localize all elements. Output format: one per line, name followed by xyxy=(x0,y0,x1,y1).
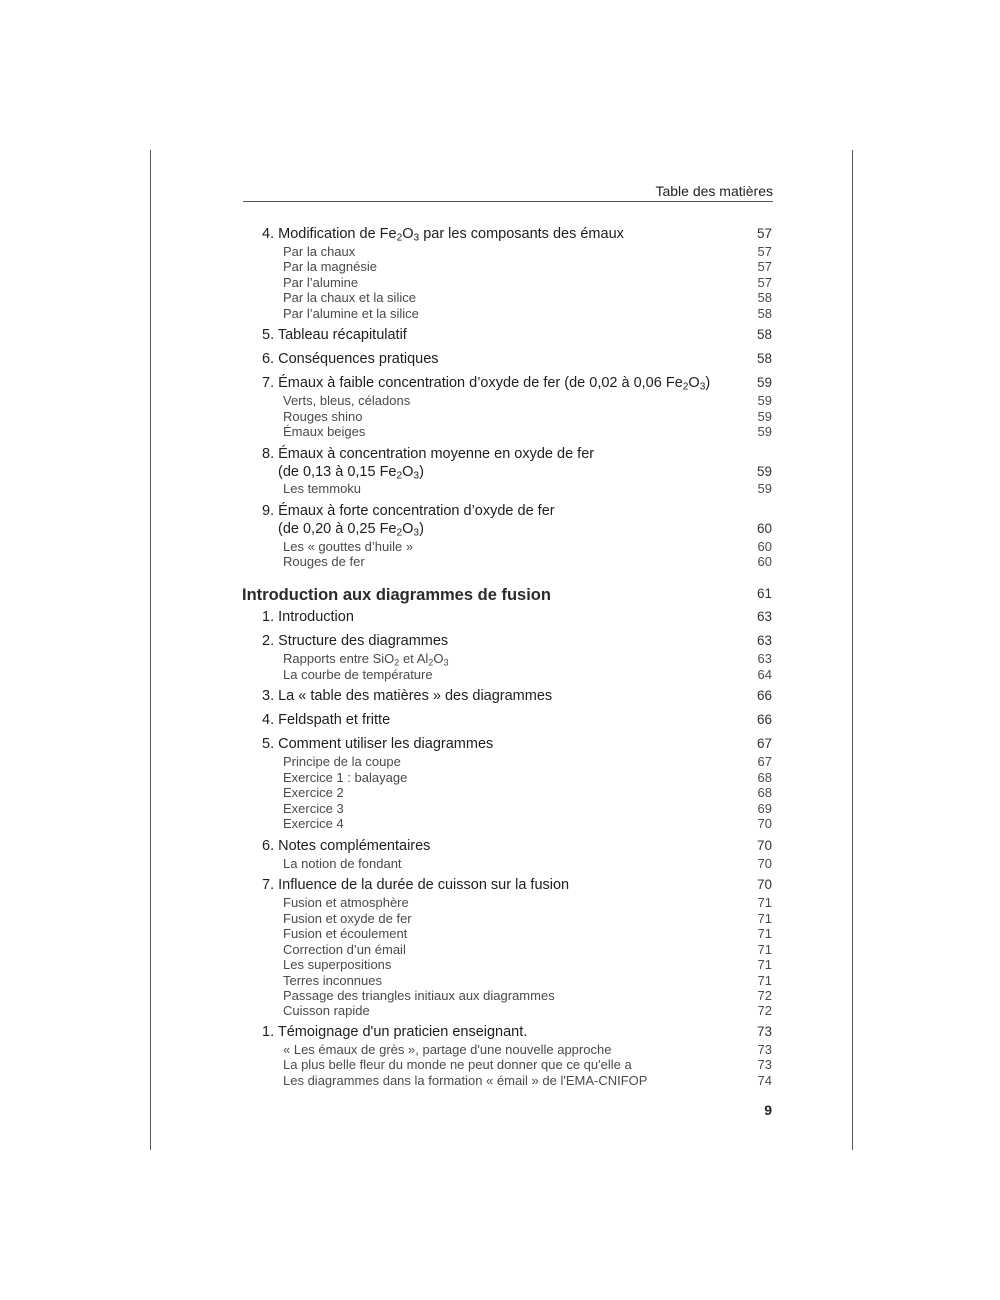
running-head: Table des matières xyxy=(655,183,773,199)
toc-entry-title xyxy=(262,375,710,391)
toc-page-number: 73 xyxy=(756,1024,772,1039)
toc-page-number: 72 xyxy=(757,1003,772,1018)
toc-entry xyxy=(0,554,1000,572)
toc-page-number: 66 xyxy=(756,712,772,727)
title-part: Exercice 1 : balayage xyxy=(283,770,408,785)
title-part: Terres inconnues xyxy=(283,973,382,988)
toc-entry xyxy=(0,503,1000,521)
subscript: 2 xyxy=(682,381,689,393)
toc-page-number: 67 xyxy=(756,736,772,751)
toc-page-number: 71 xyxy=(757,957,772,972)
toc-entry xyxy=(0,856,1000,874)
title-part: Rouges de fer xyxy=(283,554,365,569)
toc-entry xyxy=(0,633,1000,651)
title-part: Exercice 3 xyxy=(283,801,344,816)
toc-entry-title xyxy=(283,651,449,666)
toc-page-number: 70 xyxy=(757,856,772,871)
title-part: 8. Émaux à concentration moyenne en oxyde de fer xyxy=(262,446,595,462)
toc-entry-title xyxy=(283,554,365,569)
toc-entry-title xyxy=(283,816,344,831)
title-part: 2. Structure des diagrammes xyxy=(262,633,449,649)
title-part: La courbe de température xyxy=(283,667,433,682)
title-part: Principe de la coupe xyxy=(283,754,401,769)
toc-entry-title xyxy=(283,1057,632,1072)
toc-entry-title xyxy=(283,801,344,816)
toc-page-number: 61 xyxy=(756,586,772,601)
title-part: 9. Émaux à forte concentration d’oxyde de fer xyxy=(262,503,555,519)
subscript: 3 xyxy=(443,657,449,668)
title-part: Passage des triangles initiaux aux diagrammes xyxy=(283,988,555,1003)
toc-entry-title xyxy=(283,770,407,785)
toc-entry xyxy=(0,446,1000,464)
title-part: La notion de fondant xyxy=(283,856,402,871)
toc-entry xyxy=(0,877,1000,895)
toc-page-number: 60 xyxy=(756,521,772,536)
toc-page-number: 59 xyxy=(756,375,772,390)
toc-entry-title xyxy=(283,667,433,682)
toc-entry xyxy=(0,424,1000,442)
toc-entry-title xyxy=(283,424,365,439)
toc-page-number: 74 xyxy=(757,1073,772,1088)
toc-entry xyxy=(0,521,1000,539)
toc-entry-title xyxy=(283,409,363,424)
subscript: 2 xyxy=(396,232,403,244)
title-part: Fusion et écoulement xyxy=(283,926,408,941)
toc-page-number: 59 xyxy=(757,393,772,408)
toc-entry-title xyxy=(283,911,412,926)
toc-page-number: 71 xyxy=(757,926,772,941)
title-part: (de 0,20 à 0,25 Fe xyxy=(278,521,397,537)
toc-page-number: 69 xyxy=(757,801,772,816)
title-part: O xyxy=(402,464,414,480)
toc-entry-title xyxy=(283,988,555,1003)
toc-entry-title xyxy=(283,275,358,290)
title-part: 4. Modification de Fe xyxy=(262,226,397,242)
toc-entry-title xyxy=(283,942,406,957)
toc-entry-title xyxy=(283,306,419,321)
toc-entry xyxy=(0,464,1000,482)
title-part: Exercice 4 xyxy=(283,816,344,831)
toc-entry xyxy=(0,816,1000,834)
title-part: Correction d’un émail xyxy=(283,942,406,957)
toc-entry-title xyxy=(262,609,354,625)
title-part: 7. Émaux à faible concentration d’oxyde de fer (de 0,02 à 0,06 Fe xyxy=(262,375,683,391)
toc-entry-title xyxy=(283,393,410,408)
title-part: et Al xyxy=(399,651,429,666)
toc-entry-title xyxy=(283,785,344,800)
toc-entry-title xyxy=(278,464,424,480)
toc-page-number: 63 xyxy=(756,633,772,648)
toc-page-number: 57 xyxy=(757,259,772,274)
toc-page-number: 72 xyxy=(757,988,772,1003)
toc-entry xyxy=(0,736,1000,754)
toc-page-number: 70 xyxy=(756,838,772,853)
toc-entry-title xyxy=(283,259,377,274)
toc-entry-title xyxy=(262,327,407,343)
toc-entry-title xyxy=(283,957,391,972)
toc-entry-title xyxy=(283,539,413,554)
toc-entry xyxy=(0,226,1000,244)
toc-entry-title xyxy=(283,895,409,910)
toc-page-number: 63 xyxy=(756,609,772,624)
title-part: La plus belle fleur du monde ne peut donner que ce qu'elle a xyxy=(283,1057,632,1072)
toc-entry-title xyxy=(283,1073,647,1088)
toc-entry xyxy=(0,609,1000,627)
toc-page-number: 71 xyxy=(757,895,772,910)
title-part: Par la chaux xyxy=(283,244,356,259)
subscript: 3 xyxy=(413,470,420,482)
toc-page-number: 71 xyxy=(757,973,772,988)
title-part: Par l’alumine et la silice xyxy=(283,306,419,321)
toc-entry xyxy=(0,838,1000,856)
toc-page-number: 67 xyxy=(757,754,772,769)
title-part: 6. Notes complémentaires xyxy=(262,838,431,854)
toc-page-number: 58 xyxy=(757,290,772,305)
toc-entry-title xyxy=(262,351,439,367)
toc-entry-title xyxy=(262,446,594,462)
subscript: 2 xyxy=(396,527,403,539)
subscript: 3 xyxy=(699,381,706,393)
title-part: Introduction aux diagrammes de fusion xyxy=(242,586,551,604)
toc-page-number: 57 xyxy=(757,244,772,259)
title-part: 6. Conséquences pratiques xyxy=(262,351,439,367)
toc-entry xyxy=(0,712,1000,730)
toc-entry-title xyxy=(262,838,430,854)
toc-page-number: 59 xyxy=(757,424,772,439)
toc-page-number: 59 xyxy=(757,481,772,496)
toc-page-number: 63 xyxy=(757,651,772,666)
title-part: Exercice 2 xyxy=(283,785,344,800)
toc-page-number: 60 xyxy=(757,539,772,554)
toc-page-number: 58 xyxy=(756,351,772,366)
toc-entry xyxy=(0,1024,1000,1042)
toc-entry xyxy=(0,306,1000,324)
toc-entry xyxy=(0,375,1000,393)
toc-entry-title xyxy=(283,973,382,988)
toc-entry-title xyxy=(262,633,448,649)
toc-entry xyxy=(0,481,1000,499)
subscript: 2 xyxy=(394,657,400,668)
toc-entry-title xyxy=(283,290,416,305)
title-part: Par l’alumine xyxy=(283,275,359,290)
toc-chapter xyxy=(0,586,1000,604)
toc-page-number: 57 xyxy=(756,226,772,241)
subscript: 3 xyxy=(413,527,420,539)
toc-entry xyxy=(0,327,1000,345)
toc-entry xyxy=(0,1073,1000,1091)
toc-page-number: 71 xyxy=(757,911,772,926)
title-part: ) xyxy=(419,521,424,537)
toc-entry-title xyxy=(262,503,555,519)
title-part: Les « gouttes d’huile » xyxy=(283,539,414,554)
toc-entry-title xyxy=(283,244,355,259)
title-part: Émaux beiges xyxy=(283,424,366,439)
toc-page-number: 73 xyxy=(757,1057,772,1072)
toc-entry-title xyxy=(283,481,361,496)
title-part: Les diagrammes dans la formation « émail » de l'EMA-CNIFOP xyxy=(283,1073,648,1088)
toc-entry-title xyxy=(262,712,390,728)
toc-entry-title xyxy=(283,1003,370,1018)
title-part: 1. Introduction xyxy=(262,609,354,625)
toc-entry-title xyxy=(242,586,551,605)
toc-page-number: 57 xyxy=(757,275,772,290)
toc-page-number: 64 xyxy=(757,667,772,682)
subscript: 2 xyxy=(396,470,403,482)
subscript: 3 xyxy=(413,232,420,244)
title-part: « Les émaux de grès », partage d'une nouvelle approche xyxy=(283,1042,612,1057)
toc-entry xyxy=(0,688,1000,706)
toc-page-number: 58 xyxy=(756,327,772,342)
toc-page-number: 70 xyxy=(756,877,772,892)
toc-entry-title xyxy=(278,521,424,537)
title-part: Fusion et atmosphère xyxy=(283,895,409,910)
title-part: Par la magnésie xyxy=(283,259,377,274)
toc-entry-title xyxy=(283,754,401,769)
title-part: Fusion et oxyde de fer xyxy=(283,911,412,926)
title-part: 7. Influence de la durée de cuisson sur la fusion xyxy=(262,877,570,893)
title-part: par les composants des émaux xyxy=(419,226,624,242)
page-number: 9 xyxy=(764,1102,772,1118)
toc-page-number: 66 xyxy=(756,688,772,703)
toc-entry xyxy=(0,1003,1000,1021)
toc-entry-title xyxy=(262,736,493,752)
title-part: 3. La « table des matières » des diagrammes xyxy=(262,688,553,704)
title-part: (de 0,13 à 0,15 Fe xyxy=(278,464,397,480)
title-part: 1. Témoignage d'un praticien enseignant. xyxy=(262,1024,528,1040)
title-part: 5. Comment utiliser les diagrammes xyxy=(262,736,494,752)
toc-entry xyxy=(0,351,1000,369)
title-part: 4. Feldspath et fritte xyxy=(262,712,391,728)
title-part: 5. Tableau récapitulatif xyxy=(262,327,407,343)
toc-page-number: 71 xyxy=(757,942,772,957)
toc-entry-title xyxy=(283,1042,611,1057)
title-part: ) xyxy=(705,375,711,391)
title-part: Les temmoku xyxy=(283,481,362,496)
toc-page-number: 59 xyxy=(756,464,772,479)
subscript: 2 xyxy=(428,657,434,668)
toc-entry xyxy=(0,667,1000,685)
toc-page-number: 59 xyxy=(757,409,772,424)
toc-entry-title xyxy=(262,877,569,893)
toc-page-number: 68 xyxy=(757,785,772,800)
title-part: ) xyxy=(419,464,424,480)
toc-page-number: 60 xyxy=(757,554,772,569)
title-part: Cuisson rapide xyxy=(283,1003,370,1018)
title-part: Les superpositions xyxy=(283,957,392,972)
title-part: O xyxy=(433,651,444,666)
toc-page-number: 58 xyxy=(757,306,772,321)
title-part: Rapports entre SiO xyxy=(283,651,395,666)
toc-entry-title xyxy=(262,688,552,704)
toc-page-number: 68 xyxy=(757,770,772,785)
toc-entry-title xyxy=(262,226,624,242)
title-part: O xyxy=(402,226,414,242)
toc-entry-title xyxy=(283,926,407,941)
title-part: O xyxy=(402,521,414,537)
toc-page-number: 70 xyxy=(757,816,772,831)
title-part: O xyxy=(688,375,700,391)
toc-entry-title xyxy=(283,856,402,871)
toc-page-number: 73 xyxy=(757,1042,772,1057)
title-part: Verts, bleus, céladons xyxy=(283,393,411,408)
title-part: Rouges shino xyxy=(283,409,363,424)
title-part: Par la chaux et la silice xyxy=(283,290,416,305)
toc-entry-title xyxy=(262,1024,527,1040)
